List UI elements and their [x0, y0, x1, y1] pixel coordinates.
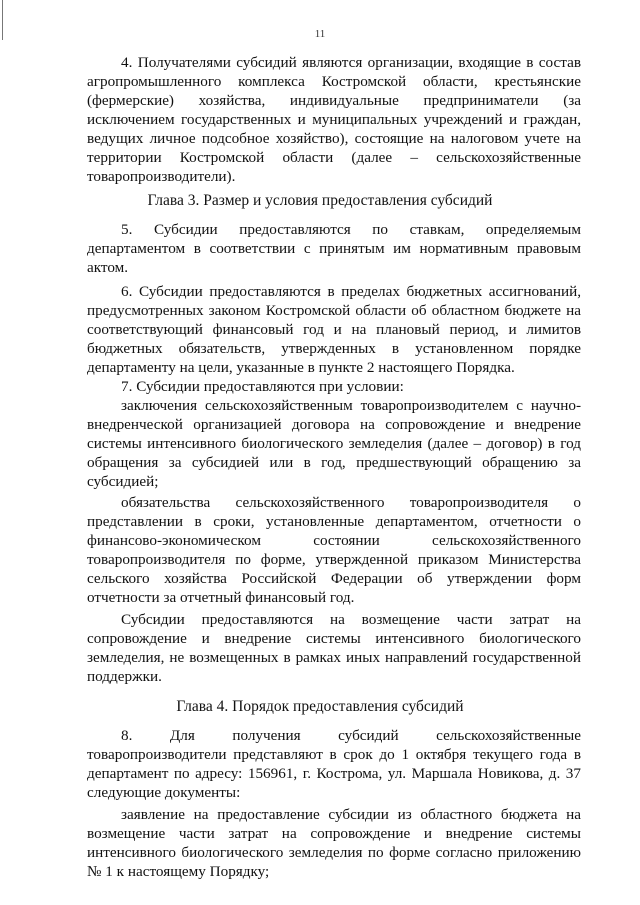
- text-line: предусмотренных законом Костромской области об областном бюджете на: [87, 302, 581, 319]
- text-line: ведущих личное подсобное хозяйство), состоящие на налоговом учете на: [87, 130, 581, 147]
- text-line: обращения за субсидией или в год, предшествующий обращению за: [87, 454, 581, 471]
- text-line: заключения сельскохозяйственным товаропроизводителем с научно-: [121, 397, 581, 414]
- chapter-heading: Глава 3. Размер и условия предоставления субсидий: [147, 192, 493, 209]
- text-line: представлении в сроки, установленные департаментом, отчетности о: [87, 513, 581, 530]
- chapter-heading: Глава 4. Порядок предоставления субсидий: [176, 698, 464, 715]
- text-line: товаропроизводителя по форме, утвержденной приказом Министерства: [87, 551, 581, 568]
- text-line: земледелия, не возмещенных в рамках иных направлений государственной: [87, 649, 581, 666]
- text-line: внедренческой организацией договора на сопровождение и внедрение: [87, 416, 581, 433]
- text-line: (фермерские) хозяйства, индивидуальные предприниматели (за: [87, 92, 581, 109]
- text-line: обязательства сельскохозяйственного товаропроизводителя о: [121, 494, 581, 511]
- text-line: № 1 к настоящему Порядку;: [87, 863, 270, 880]
- text-line: департамент по адресу: 156961, г. Кострома, ул. Маршала Новикова, д. 37: [87, 765, 581, 782]
- text-line: департаменту на цели, указанные в пункте 2 настоящего Порядка.: [87, 359, 515, 376]
- text-line: поддержки.: [87, 668, 162, 685]
- page-number: 11: [314, 28, 326, 40]
- text-line: агропромышленного комплекса Костромской области, крестьянские: [87, 73, 581, 90]
- text-line: субсидией;: [87, 473, 159, 490]
- text-line: 4. Получателями субсидий являются организации, входящие в состав: [121, 54, 581, 71]
- text-line: сопровождение и внедрение системы интенсивного биологического: [87, 630, 581, 647]
- text-line: 6. Субсидии предоставляются в пределах бюджетных ассигнований,: [121, 283, 581, 300]
- text-line: 8. Для получения субсидий сельскохозяйственные: [121, 727, 581, 744]
- text-line: Субсидии предоставляются на возмещение части затрат на: [121, 611, 581, 628]
- text-line: отчетности за отчетный финансовый год.: [87, 589, 355, 606]
- text-line: соответствующий финансовый год и на плановый период, и лимитов: [87, 321, 581, 338]
- text-line: территории Костромской области (далее – сельскохозяйственные: [87, 149, 581, 166]
- text-line: товаропроизводители).: [87, 168, 236, 185]
- text-line: департаментом в соответствии с принятым им нормативным правовым: [87, 240, 581, 257]
- text-line: 5. Субсидии предоставляются по ставкам, определяемым: [121, 221, 581, 238]
- text-line: сельского хозяйства Российской Федерации об утверждении форм: [87, 570, 581, 587]
- text-line: интенсивного биологического земледелия по форме согласно приложению: [87, 844, 581, 861]
- text-line: системы интенсивного биологического земледелия (далее – договор) в год: [87, 435, 581, 452]
- text-line: товаропроизводители представляют в срок до 1 октября текущего года в: [87, 746, 581, 763]
- text-line: возмещение части затрат на сопровождение и внедрение системы: [87, 825, 581, 842]
- text-line: заявление на предоставление субсидии из областного бюджета на: [121, 806, 581, 823]
- text-line: исключением государственных и муниципальных учреждений и граждан,: [87, 111, 581, 128]
- text-line: бюджетных обязательств, утвержденных в установленном порядке: [87, 340, 581, 357]
- text-line: финансово-экономическом состоянии сельскохозяйственного: [87, 532, 581, 549]
- text-line: 7. Субсидии предоставляются при условии:: [121, 378, 404, 395]
- text-line: актом.: [87, 259, 129, 276]
- text-line: следующие документы:: [87, 784, 241, 801]
